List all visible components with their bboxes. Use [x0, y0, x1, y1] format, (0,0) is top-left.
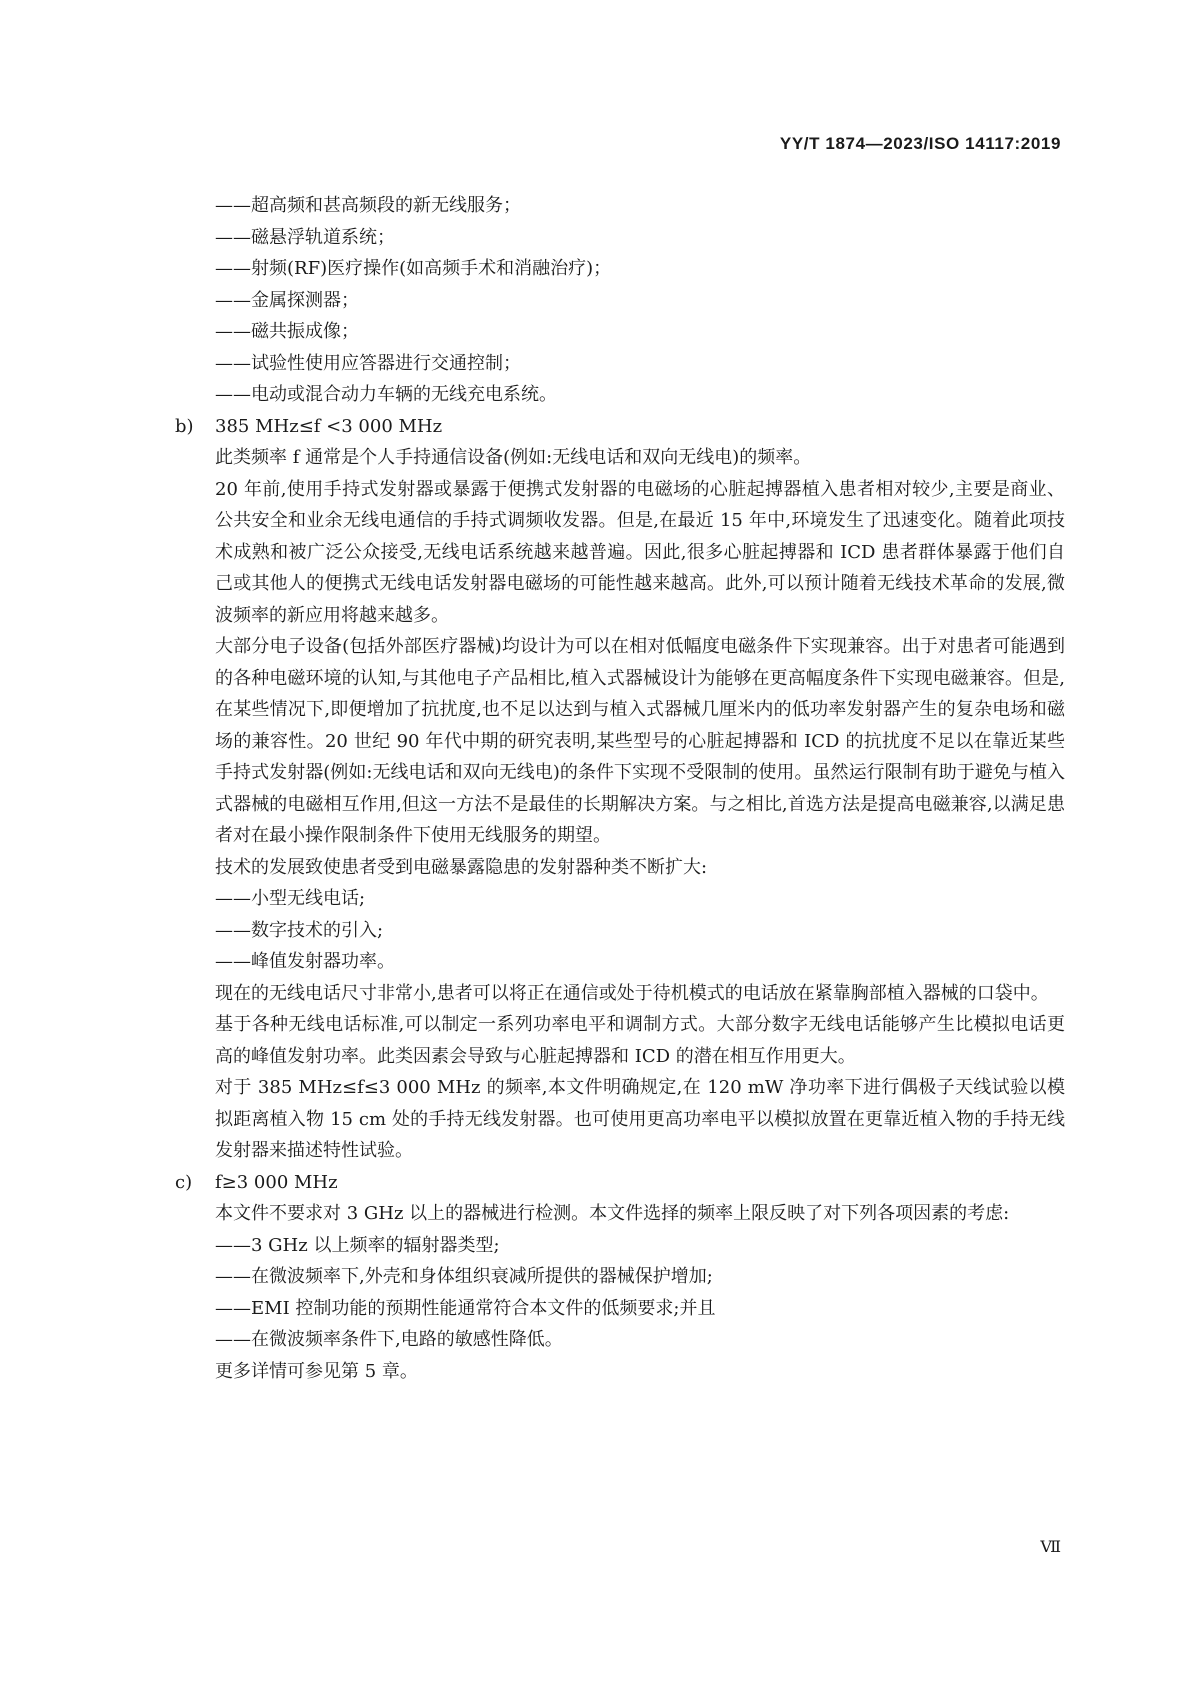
- list-item: ——在微波频率条件下,电路的敏感性降低。: [215, 1329, 563, 1350]
- paragraph: 技术的发展致使患者受到电磁暴露隐患的发射器种类不断扩大:: [215, 856, 708, 878]
- list-item: ——小型无线电话;: [215, 888, 366, 909]
- list-item: ——在微波频率下,外壳和身体组织衰减所提供的器械保护增加;: [215, 1266, 713, 1287]
- section-b-label: b): [175, 415, 194, 437]
- paragraph: 对于 385 MHz≤f≤3 000 MHz 的频率,本文件明确规定,在 120 mW 净功率下进行偶极子天线试验以模拟距离植入物 15 cm 处的手持无线发射器。也可使用更高功率电平以模拟放置在更靠近植入物的手持无线发射器来描述特性试验。: [215, 1077, 1065, 1161]
- paragraph: 现在的无线电话尺寸非常小,患者可以将正在通信或处于待机模式的电话放在紧靠胸部植入器械的口袋中。: [215, 982, 1049, 1004]
- paragraph: 基于各种无线电话标准,可以制定一系列功率电平和调制方式。大部分数字无线电话能够产生比模拟电话更高的峰值发射功率。此类因素会导致与心脏起搏器和 ICD 的潜在相互作用更大。: [215, 1014, 1065, 1067]
- section-c-label: c): [175, 1171, 193, 1193]
- section-b-heading: [175, 411, 1065, 443]
- list-item: ——试验性使用应答器进行交通控制；: [215, 352, 521, 374]
- list-item: ——电动或混合动力车辆的无线充电系统。: [215, 384, 557, 405]
- paragraph: 更多详情可参见第 5 章。: [215, 1360, 418, 1382]
- page-number: Ⅶ: [1040, 1537, 1061, 1556]
- paragraph: 本文件不要求对 3 GHz 以上的器械进行检测。本文件选择的频率上限反映了对下列各项因素的考虑:: [215, 1203, 1010, 1224]
- paragraph: 20 年前,使用手持式发射器或暴露于便携式发射器的电磁场的心脏起搏器植入患者相对较少,主要是商业、公共安全和业余无线电通信的手持式调频收发器。但是,在最近 15 年中,环境发生了迅速变化。随着此项技术成熟和被广泛公众接受,无线电话系统越来越普遍。因此,很多心脏起搏器和 ICD 患者群体暴露于他们自己或其他人的便携式无线电话发射器电磁场的可能性越来越高。此外,可以预计随着无线技术革命的发展,微波频率的新应用将越来越多。: [215, 478, 1065, 626]
- paragraph: 大部分电子设备(包括外部医疗器械)均设计为可以在相对低幅度电磁条件下实现兼容。出于对患者可能遇到的各种电磁环境的认知,与其他电子产品相比,植入式器械设计为能够在更高幅度条件下实现电磁兼容。但是,在某些情况下,即便增加了抗扰度,也不足以达到与植入式器械几厘米内的低功率发射器产生的复杂电场和磁场的兼容性。20 世纪 90 年代中期的研究表明,某些型号的心脏起搏器和 ICD 的抗扰度不足以在靠近某些手持式发射器(例如:无线电话和双向无线电)的条件下实现不受限制的使用。虽然运行限制有助于避免与植入式器械的电磁相互作用,但这一方法不是最佳的长期解决方案。与之相比,首选方法是提高电磁兼容,以满足患者对在最小操作限制条件下使用无线服务的期望。: [215, 636, 1065, 846]
- paragraph: 此类频率 f 通常是个人手持通信设备(例如:无线电话和双向无线电)的频率。: [215, 447, 812, 468]
- section-b-title: 385 MHz≤f <3 000 MHz: [215, 415, 443, 437]
- list-item: ——峰值发射器功率。: [215, 951, 395, 972]
- list-item: ——数字技术的引入;: [215, 919, 384, 941]
- list-item: ——射频(RF)医疗操作(如高频手术和消融治疗)；: [215, 258, 612, 279]
- list-item: ——磁悬浮轨道系统；: [215, 226, 395, 248]
- document-code: YY/T 1874—2023/ISO 14117:2019: [779, 134, 1061, 153]
- list-item: ——超高频和甚高频段的新无线服务；: [215, 195, 521, 216]
- page-body: [175, 190, 1065, 1387]
- list-item: ——EMI 控制功能的预期性能通常符合本文件的低频要求;并且: [215, 1297, 716, 1319]
- section-c-heading: [175, 1167, 1065, 1199]
- list-item: ——金属探测器；: [215, 289, 359, 311]
- list-item: ——磁共振成像；: [215, 321, 359, 342]
- list-item: ——3 GHz 以上频率的辐射器类型;: [215, 1234, 500, 1256]
- section-c-title: f≥3 000 MHz: [215, 1171, 338, 1193]
